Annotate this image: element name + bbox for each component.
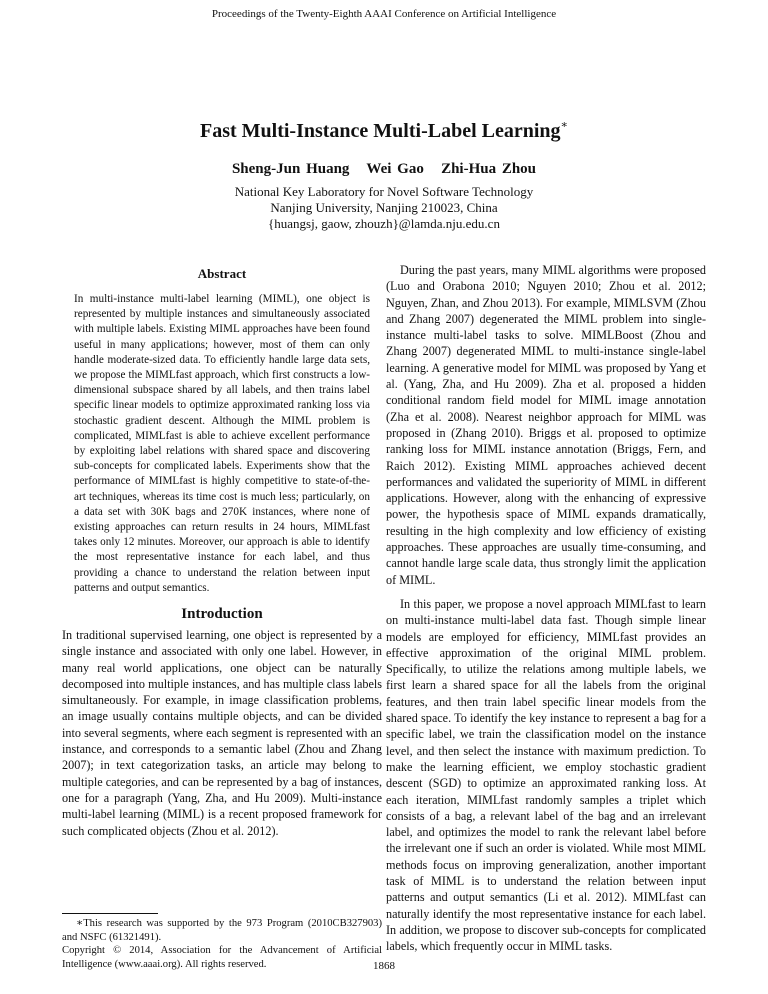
affiliation-line-1: National Key Laboratory for Novel Software Technology — [234, 184, 534, 199]
intro-paragraph-2: During the past years, many MIML algorithms were proposed (Luo and Orabona 2010; Nguyen 2010; Zhou et al. 2012; Nguyen, Zhan, and Zhou 2013). For example, MIMLSVM (Zhou and Zhang 2007) degenerated the MIML problem into single-instance multi-label tasks to solve. MIMLBoost (Zhou and Zhang 2007) degenerated MIML to multi-instance single-label learning. A generative model for MIML was proposed by Yang et al. (Yang, Zha, and Hu 2009). Zha et al. proposed a hidden conditional random field model for MIML image annotation (Zha et al. 2008). Nearest neighbor approach for MIML was proposed in (Zhang 2010). Briggs et al. proposed to optimize ranking loss for MIML instance annotation (Briggs, Fern, and Raich 2012). Existing MIML approaches achieved decent performances and validated the superiority of MIML in different applications. However, along with the enhancing of expressive power, the hypothesis space of MIML expands dramatically, resulting in the high complexity and low efficiency of existing approaches. These approaches are usually time-consuming, and cannot handle large scale data, thus strongly limit the application of MIML. — [386, 263, 706, 587]
abstract-heading: Abstract — [197, 266, 247, 281]
paper-title — [0, 120, 768, 143]
page-number: 1868 — [373, 960, 395, 972]
intro-paragraph-1: In traditional supervised learning, one object is represented by a single instance and associated with only one label. However, in many real world applications, one object can be naturally decomposed into multiple instances, and has multiple class labels simultaneously. For example, in image classification problems, an image usually contains multiple objects, and can be divided into several segments, where each segment is represented with an instance, and corresponds to a semantic label (Zhou and Zhang 2007); in text categorization tasks, an article may belong to multiple categories, and can be represented by a bag of instances, one for a paragraph (Yang, Zha, and Hu 2009). Multi-instance multi-label learning (MIML) is a recent proposed framework for such complicated objects (Zhou et al. 2012). — [62, 628, 382, 838]
footnote-funding: ∗This research was supported by the 973 Program (2010CB327903) and NSFC (61321491). — [62, 918, 382, 943]
paper-title-text: Fast Multi-Instance Multi-Label Learning — [199, 120, 561, 142]
abstract-text: In multi-instance multi-label learning (MIML), one object is represented by multiple instances and simultaneously associated with multiple labels. Existing MIML approaches have been found useful in many applications; however, most of them can only handle moderate-sized data. To efficiently handle large data sets, we propose the MIMLfast approach, which first constructs a low-dimensional subspace shared by all labels, and then trains label specific linear models to optimize approximated ranking loss via stochastic gradient descent. Although the MIML problem is complicated, MIMLfast is able to achieve excellent performance by exploiting label relations with shared space and discovering sub-concepts for complicated labels. Experiments show that the performance of MIMLfast is highly competitive to state-of-the-art techniques, whereas its time cost is much less; particularly, on a data set with 30K bags and 270K instances, where none of existing approaches can return results in 24 hours, MIMLfast takes only 12 minutes. Moreover, our approach is able to identify the most representative instance for each label, and thus providing a chance to understand the relation between input patterns and output semantics. — [74, 293, 370, 594]
affiliation-line-2: Nanjing University, Nanjing 210023, China — [270, 200, 498, 215]
affiliation-emails: {huangsj, gaow, zhouzh}@lamda.nju.edu.cn — [268, 216, 500, 231]
left-column-body — [62, 627, 382, 839]
proceedings-header: Proceedings of the Twenty-Eighth AAAI Conference on Artificial Intelligence — [211, 8, 557, 20]
authors-text: Sheng-Jun Huang Wei Gao Zhi-Hua Zhou — [231, 161, 537, 177]
right-column-body — [386, 262, 706, 954]
authors — [0, 161, 768, 178]
footnote-rule — [62, 913, 158, 914]
introduction-heading: Introduction — [181, 606, 263, 622]
intro-paragraph-3: In this paper, we propose a novel approach MIMLfast to learn on multi-instance multi-label data fast. Though simple linear models are employed for efficiency, MIMLfast provides an effective approximation of the original MIML problem. Specifically, to utilize the relations among multiple labels, we first learn a shared space for all the labels from the original features, and then train label specific linear models from the shared space. To identify the key instance to represent a bag for a specific label, we train the classification model on the instance level, and then select the instance with maximum prediction. To make the learning efficient, we employ stochastic gradient descent (SGD) to optimize an approximated ranking loss. At each iteration, MIMLfast randomly samples a triplet which consists of a bag, a relevant label of the bag and an irrelevant label, and optimizes the model to rank the relevant label before the irrelevant one if such an order is violated. While most MIML methods focus on improving generalization, another important task of MIML is to understand the relation between input patterns and output semantics (Li et al. 2012). MIMLfast can naturally identify the most representative instance for each label. In addition, we propose to discover sub-concepts for complicated labels, which frequently occur in MIML tasks. — [386, 596, 706, 954]
footnote-copyright: Copyright © 2014, Association for the Advancement of Artificial Intelligence (www.aaai.org). All rights reserved. — [62, 945, 382, 970]
title-footnote-mark: ∗ — [560, 119, 569, 131]
affiliation — [0, 184, 768, 232]
